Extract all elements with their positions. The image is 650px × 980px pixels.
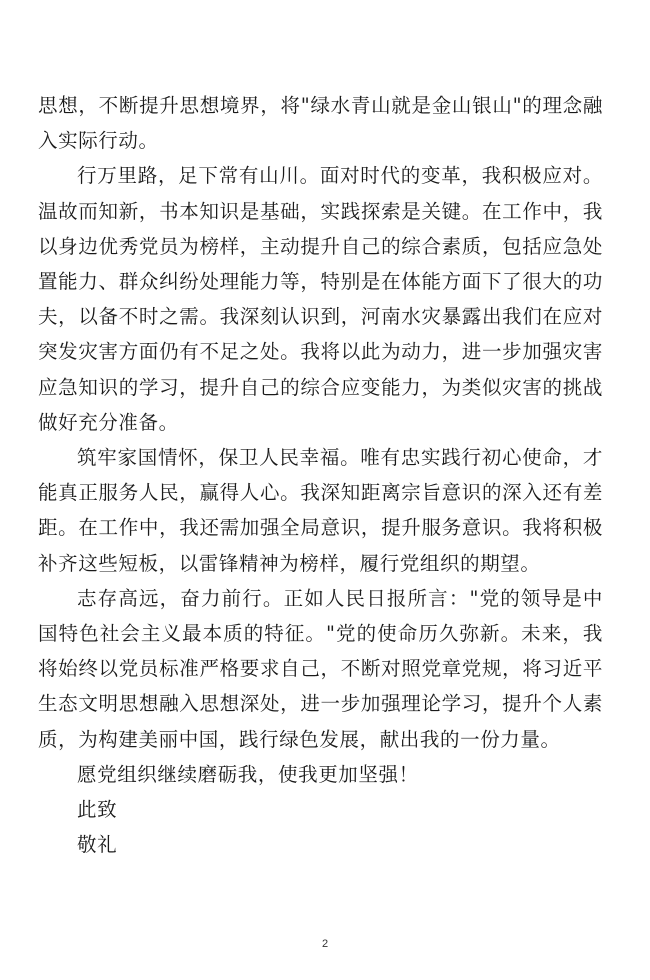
closing-salutation: 此致: [77, 798, 118, 822]
closing-regards: 敬礼: [77, 833, 118, 857]
document-body: [38, 88, 603, 862]
paragraph-patriotism: 筑牢家国情怀，保卫人民幸福。唯有忠实践行初心使命，才能真正服务人民，赢得人心。我深知距离宗旨意识的深入还有差距。在工作中，我还需加强全局意识，提升服务意识。我将积极补齐这些短板，以雷锋精神为榜样，履行党组织的期望。: [38, 446, 603, 575]
paragraph-continuation: 思想，不断提升思想境界，将"绿水青山就是金山银山"的理念融入实际行动。: [38, 94, 603, 153]
paragraph-aspiration: 志存高远，奋力前行。正如人民日报所言："党的领导是中国特色社会主义最本质的特征。"党的使命历久弥新。未来，我将始终以党员标准严格要求自己，不断对照党章党规，将习近平生态文明思想融入思想深处，进一步加强理论学习，提升个人素质，为构建美丽中国，践行绿色发展，献出我的一份力量。: [38, 586, 603, 751]
page-number: 2: [321, 938, 329, 950]
paragraph-wish: 愿党组织继续磨砺我，使我更加坚强！: [77, 762, 419, 786]
paragraph-practice: 行万里路，足下常有山川。面对时代的变革，我积极应对。温故而知新，书本知识是基础，实践探索是关键。在工作中，我以身边优秀党员为榜样，主动提升自己的综合素质，包括应急处置能力、群众纠纷处理能力等，特别是在体能方面下了很大的功夫，以备不时之需。我深刻认识到，河南水灾暴露出我们在应对突发灾害方面仍有不足之处。我将以此为动力，进一步加强灾害应急知识的学习，提升自己的综合应变能力，为类似灾害的挑战做好充分准备。: [38, 164, 603, 434]
